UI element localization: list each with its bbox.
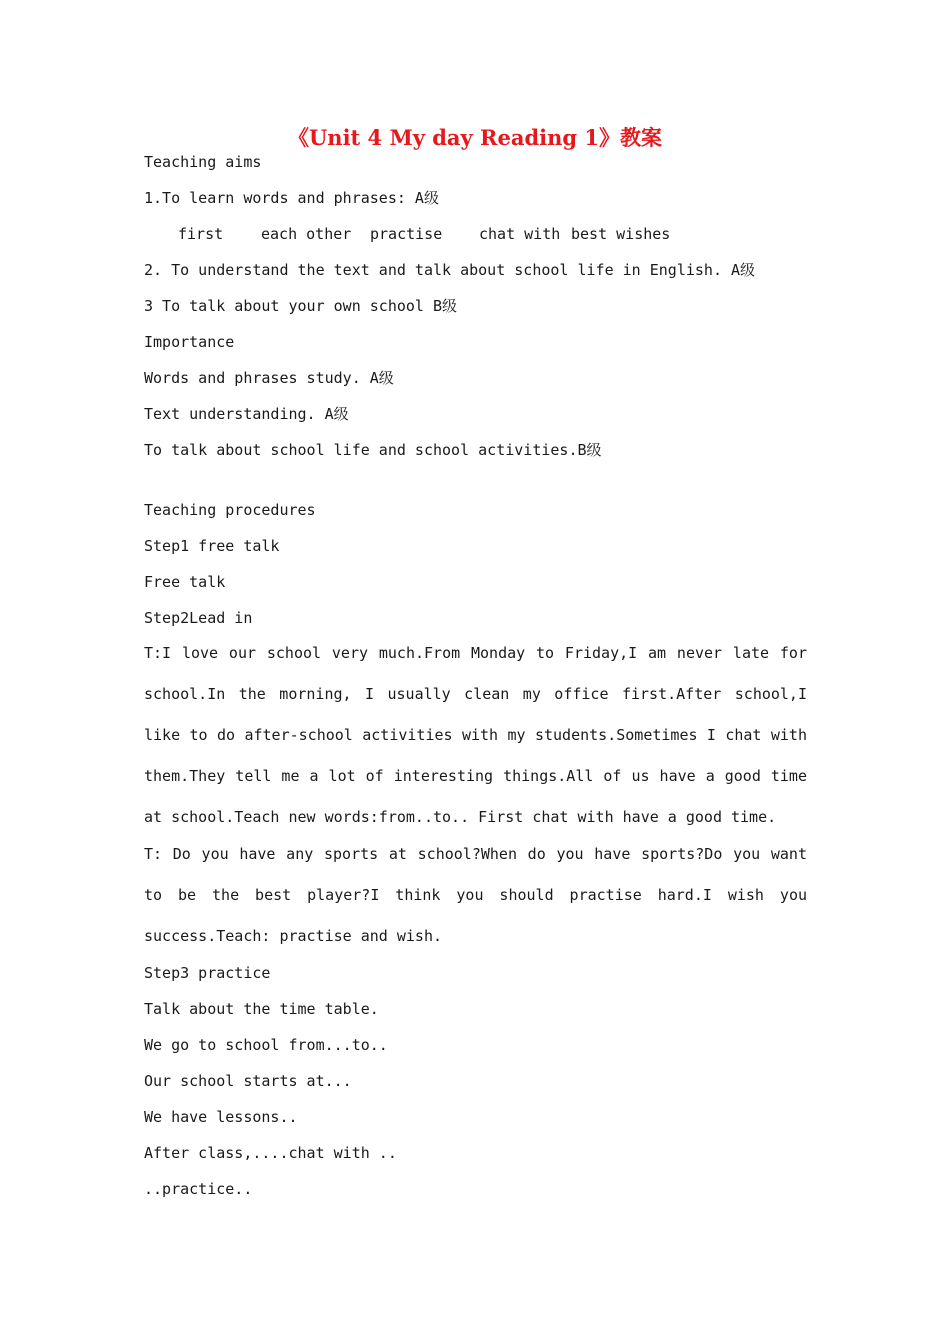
- word-item: chat with: [479, 225, 561, 243]
- teaching-aims-heading: Teaching aims: [144, 153, 262, 171]
- step-2: Step2Lead in: [144, 609, 253, 627]
- practice-line-2: Our school starts at...: [144, 1072, 352, 1090]
- practice-line-4: After class,....chat with ..: [144, 1144, 397, 1162]
- practice-line-5: ..practice..: [144, 1180, 253, 1198]
- talk-timetable: Talk about the time table.: [144, 1000, 379, 1018]
- practice-line-1: We go to school from...to..: [144, 1036, 388, 1054]
- word-item: first: [178, 225, 224, 243]
- step-3: Step3 practice: [144, 964, 271, 982]
- aim-2: 2. To understand the text and talk about school life in English. A级: [144, 261, 756, 279]
- step-1: Step1 free talk: [144, 537, 280, 555]
- document-title: 《Unit 4 My day Reading 1》教案: [287, 125, 662, 150]
- importance-2: Text understanding. A级: [144, 405, 349, 423]
- importance-heading: Importance: [144, 333, 235, 351]
- aim-1: 1.To learn words and phrases: A级: [144, 189, 439, 207]
- free-talk: Free talk: [144, 573, 226, 591]
- practice-line-3: We have lessons..: [144, 1108, 298, 1126]
- importance-3: To talk about school life and school activities.B级: [144, 441, 602, 459]
- paragraph-sports: T: Do you have any sports at school?When do you have sports?Do you want to be the best player?I think you should practise hard.I wish you success.Teach: practise and wish.: [144, 845, 807, 945]
- word-item: each other: [261, 225, 352, 243]
- word-item: practise: [370, 225, 443, 243]
- paragraph-lead-in: T:I love our school very much.From Monday to Friday,I am never late for school.In the morning, I usually clean my office first.After school,I like to do after-school activities with my students.Sometimes I chat with them.They tell me a lot of interesting things.All of us have a good time at school.Teach new words:from..to.. First chat with have a good time.: [144, 644, 807, 826]
- aim-3: 3 To talk about your own school B级: [144, 297, 458, 315]
- importance-1: Words and phrases study. A级: [144, 369, 394, 387]
- word-item: best wishes: [571, 225, 671, 243]
- procedures-heading: Teaching procedures: [144, 501, 316, 519]
